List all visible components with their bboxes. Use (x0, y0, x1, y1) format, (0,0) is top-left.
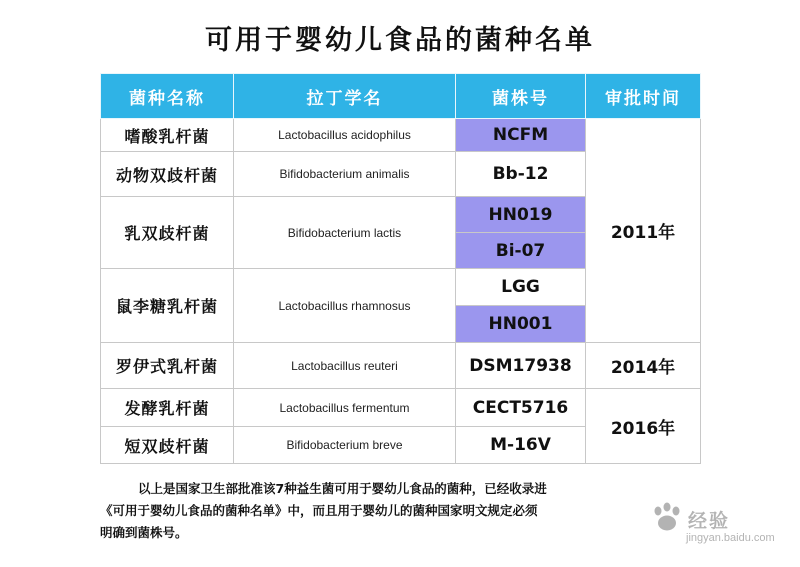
approval-year: 2011年 (586, 119, 701, 343)
strain-number: Bi-07 (456, 233, 586, 269)
baidu-paw-icon (650, 502, 684, 538)
strain-number: HN001 (456, 306, 586, 343)
strain-number: HN019 (456, 197, 586, 233)
footnote-line: 明确到菌株号。 (100, 525, 188, 540)
approval-year: 2016年 (586, 389, 701, 464)
species-latin: Bifidobacterium lactis (234, 197, 456, 269)
footnote (100, 478, 700, 544)
strain-table (100, 73, 701, 464)
watermark (650, 500, 790, 550)
species-latin: Lactobacillus fermentum (234, 389, 456, 427)
watermark-url: jingyan.baidu.com (686, 532, 775, 544)
species-latin: Lactobacillus reuteri (234, 343, 456, 389)
species-cn: 短双歧杆菌 (101, 427, 234, 464)
header-strain-number: 菌株号 (456, 74, 586, 119)
header-approval-time: 审批时间 (586, 74, 701, 119)
strain-number: CECT5716 (456, 389, 586, 427)
species-cn: 发酵乳杆菌 (101, 389, 234, 427)
strain-number: DSM17938 (456, 343, 586, 389)
species-latin: Bifidobacterium breve (234, 427, 456, 464)
species-cn: 动物双歧杆菌 (101, 152, 234, 197)
table-row (101, 119, 701, 152)
page-title: 可用于婴幼儿食品的菌种名单 (205, 25, 595, 56)
watermark-brand: 经验 (688, 510, 731, 532)
table-row (101, 343, 701, 389)
strain-number: NCFM (456, 119, 586, 152)
header-strain-name: 菌种名称 (101, 74, 234, 119)
strain-number: LGG (456, 269, 586, 306)
strain-number: Bb-12 (456, 152, 586, 197)
species-latin: Lactobacillus rhamnosus (234, 269, 456, 343)
species-cn: 嗜酸乳杆菌 (101, 119, 234, 152)
species-cn: 乳双歧杆菌 (101, 197, 234, 269)
species-cn: 鼠李糖乳杆菌 (101, 269, 234, 343)
species-latin: Lactobacillus acidophilus (234, 119, 456, 152)
strain-number: M-16V (456, 427, 586, 464)
footnote-line: 《可用于婴幼儿食品的菌种名单》中，而且用于婴幼儿的菌种国家明文规定必须 (100, 503, 538, 518)
table-row (101, 389, 701, 427)
approval-year: 2014年 (586, 343, 701, 389)
footnote-line: 以上是国家卫生部批准该7种益生菌可用于婴幼儿食品的菌种，已经收录进 (138, 481, 547, 496)
table-header-row (101, 74, 701, 119)
header-latin-name: 拉丁学名 (234, 74, 456, 119)
species-cn: 罗伊式乳杆菌 (101, 343, 234, 389)
species-latin: Bifidobacterium animalis (234, 152, 456, 197)
